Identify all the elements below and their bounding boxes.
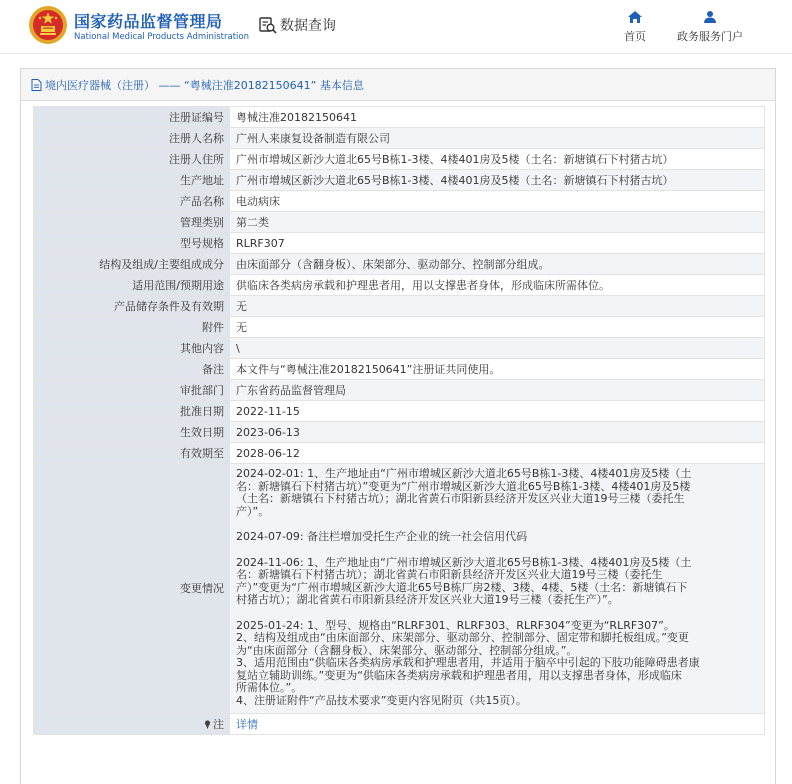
table-row [34,128,765,149]
change-entry: 2025-01-24: 1、型号、规格由“RLRF301、RLRF303、RLRF304”变更为“RLRF307”。 2、结构及组成由“由床面部分、床架部分、驱动部分、控制部分、固定带和脚托板组成。”变更 为“由床面部分（含翻身板）、床架部分、驱动部分、控制部分组成。”。 3、适用范围由“供临床各类病房承载和护理患者用，并适用于脑卒中引起的下肢功能障碍患者康 复站立辅助训练。”变更为“供临床各类病房承载和护理患者用，用以支撑患者身体，形成临床 所需体位。”。 4、注册证附件“产品技术要求”变更内容见附页（共15页）。 [236,618,700,707]
row-value: 2022-11-15 [230,401,765,422]
row-value: 供临床各类病房承载和护理患者用，用以支撑患者身体，形成临床所需体位。 [230,275,765,296]
change-history-label: 变更情况 [34,464,230,714]
notes-row [34,714,765,735]
row-value: 广州市增城区新沙大道北65号B栋1-3楼、4楼401房及5楼（土名：新塘镇石下村猪古坑） [230,170,765,191]
data-query-link[interactable] [258,14,336,36]
table-row [34,338,765,359]
row-label: 其他内容 [34,338,230,359]
document-icon [31,79,42,91]
change-entry: 2024-07-09: 备注栏增加受托生产企业的统一社会信用代码 [236,530,528,543]
table-row [34,443,765,464]
row-label: 注册人住所 [34,149,230,170]
magnifier-document-icon [258,15,278,35]
row-label: 适用范围/预期用途 [34,275,230,296]
row-value: 无 [230,296,765,317]
nav-home[interactable] [595,10,675,44]
row-value: 广东省药品监督管理局 [230,380,765,401]
panel-header [21,69,775,101]
table-row [34,380,765,401]
change-history-value [230,464,765,714]
notes-label-cell [34,714,230,735]
nav-home-label: 首页 [624,30,646,43]
row-value: 2028-06-12 [230,443,765,464]
brand-title-cn: 国家药品监督管理局 [74,12,223,31]
change-entry: 2024-02-01: 1、生产地址由“广州市增城区新沙大道北65号B栋1-3楼、4楼401房及5楼（土 名：新塘镇石下村猪古坑）”变更为“广州市增城区新沙大道北65号B栋1-3楼、4楼401房及5楼 （土名：新塘镇石下村猪古坑）；湖北省黄石市阳新县经济开发区兴业大道19号三楼（委托生 产）”。 [236,467,692,518]
row-label: 有效期至 [34,443,230,464]
info-table [33,106,765,735]
detail-panel [20,68,776,784]
row-value: 广州市增城区新沙大道北65号B栋1-3楼、4楼401房及5楼（土名：新塘镇石下村猪古坑） [230,149,765,170]
row-label: 附件 [34,317,230,338]
row-label: 注册证编号 [34,107,230,128]
row-value: 2023-06-13 [230,422,765,443]
row-value: 由床面部分（含翻身板）、床架部分、驱动部分、控制部分组成。 [230,254,765,275]
table-row [34,317,765,338]
table-row [34,107,765,128]
row-value: 广州人来康复设备制造有限公司 [230,128,765,149]
row-value: \ [230,338,765,359]
table-row [34,212,765,233]
row-label: 生效日期 [34,422,230,443]
site-header [0,0,792,54]
table-row [34,275,765,296]
table-row [34,191,765,212]
row-label: 管理类别 [34,212,230,233]
row-label: 产品名称 [34,191,230,212]
home-icon [627,10,643,24]
row-label: 结构及组成/主要组成成分 [34,254,230,275]
table-row [34,401,765,422]
row-value: 电动病床 [230,191,765,212]
row-value: RLRF307 [230,233,765,254]
data-query-label: 数据查询 [280,18,336,34]
row-label: 批准日期 [34,401,230,422]
table-row [34,254,765,275]
notes-label: 注 [213,717,224,731]
user-icon [702,10,718,24]
row-label: 备注 [34,359,230,380]
row-value: 第二类 [230,212,765,233]
table-row [34,233,765,254]
row-label: 生产地址 [34,170,230,191]
notes-value [230,714,765,735]
national-emblem-icon[interactable] [28,5,68,45]
pin-icon [204,720,211,729]
row-label: 产品储存条件及有效期 [34,296,230,317]
table-row [34,359,765,380]
brand-title-en: National Medical Products Administration [74,32,249,42]
row-value: 本文件与“粤械注准20182150641”注册证共同使用。 [230,359,765,380]
nav-service-portal[interactable] [670,10,750,44]
nav-service-label: 政务服务门户 [677,30,743,43]
row-value: 无 [230,317,765,338]
row-label: 注册人名称 [34,128,230,149]
table-row [34,149,765,170]
table-row [34,170,765,191]
table-row [34,296,765,317]
change-history-row [34,464,765,714]
panel-title: 境内医疗器械（注册） —— “粤械注准20182150641” 基本信息 [45,78,364,92]
row-label: 型号规格 [34,233,230,254]
row-value: 粤械注准20182150641 [230,107,765,128]
row-label: 审批部门 [34,380,230,401]
change-entry: 2024-11-06: 1、生产地址由“广州市增城区新沙大道北65号B栋1-3楼、4楼401房及5楼（土 名：新塘镇石下村猪古坑）；湖北省黄石市阳新县经济开发区兴业大道19号三楼（委托生 产）”变更为“广州市增城区新沙大道北65号B栋厂房2楼、3楼、4楼、5楼（土名：新塘镇石下 村猪古坑）；湖北省黄石市阳新县经济开发区兴业大道19号三楼（委托生产）”。 [236,555,692,606]
table-row [34,422,765,443]
detail-link[interactable]: 详情 [236,717,258,731]
